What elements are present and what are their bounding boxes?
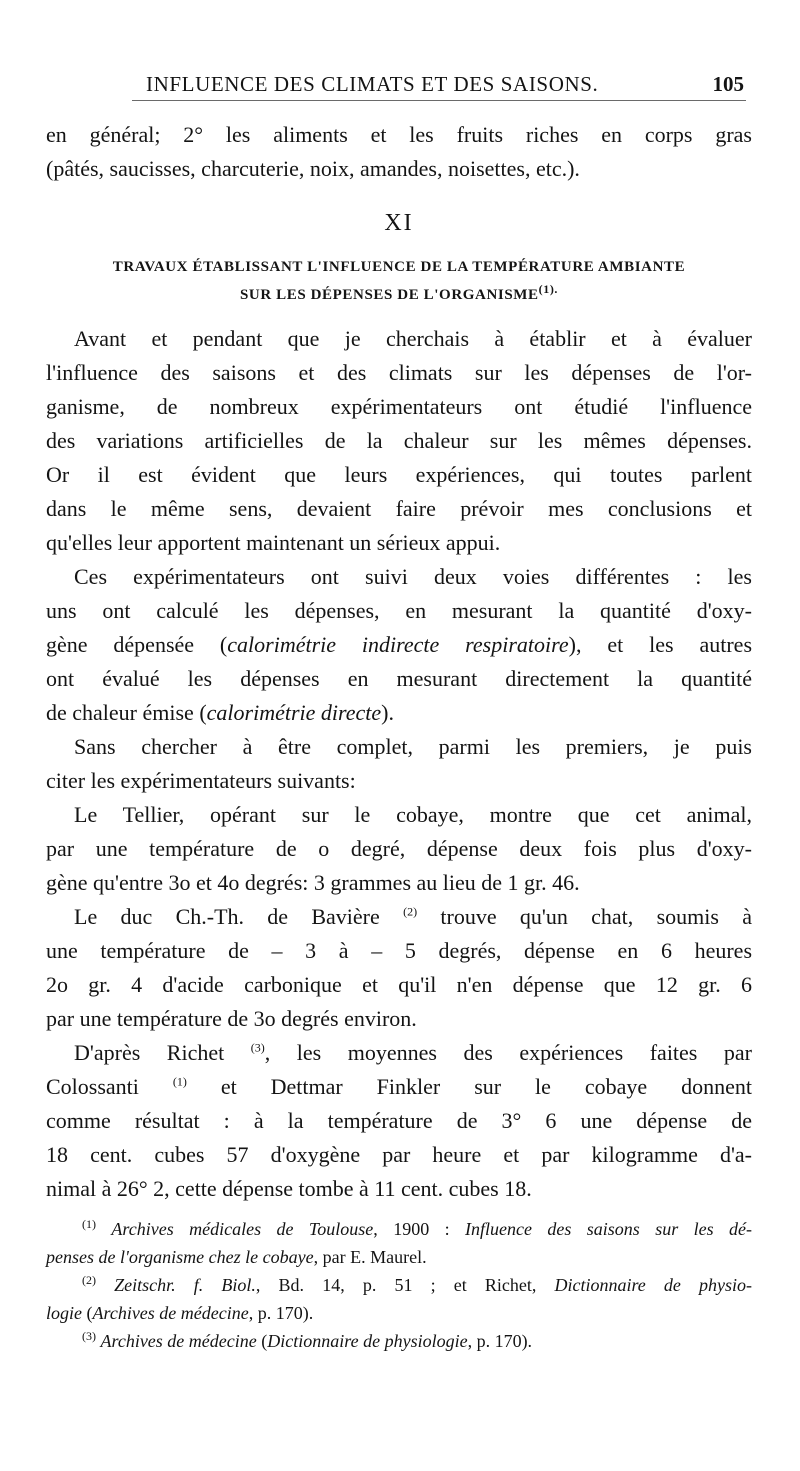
running-head <box>46 68 752 104</box>
footnote-text: , par E. Maurel. <box>313 1247 427 1267</box>
paragraph-line: Le Tellier, opérant sur le cobaye, montre que cet animal, <box>74 802 752 827</box>
paragraph-line: ont évalué les dépenses en mesurant directement la quantité <box>46 666 752 691</box>
paragraph-line: qu'elles leur apportent maintenant un sérieux appui. <box>46 530 501 555</box>
line-text: gène dépensée ( <box>46 632 228 657</box>
footnote-citation: Archives médicales de Toulouse <box>111 1219 374 1239</box>
paragraph-line <box>46 1070 752 1104</box>
footnote-citation: Influence des saisons sur les dé- <box>465 1219 753 1239</box>
paragraph-line <box>46 628 752 662</box>
header-rule <box>132 100 746 101</box>
section-title-line-1: TRAVAUX ÉTABLISSANT L'INFLUENCE DE LA TEMPÉRATURE AMBIANTE <box>112 259 686 275</box>
footnote-text: , p. 170). <box>248 1303 314 1323</box>
page-number: 105 <box>712 72 744 96</box>
intro-line: (pâtés, saucisses, charcuterie, noix, amandes, noisettes, etc.). <box>46 156 580 181</box>
paragraph-line: par une température de o degré, dépense deux fois plus d'oxy- <box>46 836 752 861</box>
paragraph-line: par une température de 3o degrés environ. <box>46 1006 417 1031</box>
emphasis-text: calorimétrie directe <box>206 700 382 725</box>
footnote-citation: Dictionnaire de physio- <box>554 1275 753 1295</box>
footnote-2 <box>82 1272 752 1298</box>
footnote-citation: Archives de médecine <box>100 1331 257 1351</box>
footnote-1 <box>82 1216 752 1242</box>
paragraph-line: 18 cent. cubes 57 d'oxygène par heure et par kilogramme d'a- <box>46 1142 752 1167</box>
intro-line: en général; 2° les aliments et les fruits riches en corps gras <box>46 122 752 147</box>
footnote-text: ( <box>82 1303 93 1323</box>
line-text: , les moyennes des expériences faites par <box>264 1040 752 1065</box>
footnote-ref: (3) <box>250 1040 265 1055</box>
running-title: INFLUENCE DES CLIMATS ET DES SAISONS. <box>146 72 599 96</box>
footnote-ref: (1) <box>172 1074 187 1089</box>
footnote-3 <box>82 1328 752 1354</box>
footnote-mark: (2) <box>82 1273 96 1287</box>
footnote-citation: Dictionnaire de physiologie <box>267 1331 468 1351</box>
section-title-text: SUR LES DÉPENSES DE L'ORGANISME <box>239 287 539 303</box>
line-text: et Dettmar Finkler sur le cobaye donnent <box>186 1074 752 1099</box>
line-text: de chaleur émise ( <box>46 700 207 725</box>
paragraph-line: dans le même sens, devaient faire prévoir mes conclusions et <box>46 496 752 521</box>
footnote-text: , Bd. 14, p. 51 ; et Richet, <box>255 1275 555 1295</box>
footnote-citation: logie <box>46 1303 82 1323</box>
footnote-citation: Zeitschr. f. Biol. <box>114 1275 256 1295</box>
paragraph-line: uns ont calculé les dépenses, en mesurant la quantité d'oxy- <box>46 598 752 623</box>
footnote-ref: (2) <box>403 904 418 919</box>
paragraph-line: l'influence des saisons et des climats sur les dépenses de l'or- <box>46 360 752 385</box>
emphasis-text: calorimétrie indirecte respiratoire <box>227 632 569 657</box>
paragraph-line: Sans chercher à être complet, parmi les premiers, je puis <box>74 734 752 759</box>
line-text: Le duc Ch.-Th. de Bavière <box>74 904 404 929</box>
footnote-text: ( <box>256 1331 268 1351</box>
line-text: D'après Richet <box>74 1040 251 1065</box>
footnote-mark: (1) <box>82 1217 96 1231</box>
paragraph-line: comme résultat : à la température de 3° 6 une dépense de <box>46 1108 752 1133</box>
paragraph-line: Avant et pendant que je cherchais à établir et à évaluer <box>74 326 752 351</box>
paragraph-line: Ces expérimentateurs ont suivi deux voies différentes : les <box>74 564 752 589</box>
paragraph-line: citer les expérimentateurs suivants: <box>46 768 356 793</box>
paragraph-line <box>74 900 752 934</box>
line-text: ), et les autres <box>568 632 752 657</box>
paragraph-line <box>74 1036 752 1070</box>
line-text: Colossanti <box>46 1074 173 1099</box>
footnote-text: , 1900 : <box>373 1219 466 1239</box>
section-number: XI <box>384 210 414 236</box>
footnote-citation: Archives de médecine <box>92 1303 249 1323</box>
book-page <box>46 0 752 1471</box>
line-text: ). <box>381 700 394 725</box>
footnote-1-continued <box>46 1244 427 1270</box>
paragraph-line: ganisme, de nombreux expérimentateurs ont étudié l'influence <box>46 394 752 419</box>
paragraph-line: Or il est évident que leurs expériences, qui toutes parlent <box>46 462 752 487</box>
section-title-line-2 <box>46 282 752 304</box>
footnote-2-continued <box>46 1300 313 1326</box>
paragraph-line: gène qu'entre 3o et 4o degrés: 3 grammes au lieu de 1 gr. 46. <box>46 870 580 895</box>
footnote-ref: (1). <box>538 282 559 296</box>
footnote-text: , p. 170). <box>467 1331 533 1351</box>
paragraph-line: des variations artificielles de la chaleur sur les mêmes dépenses. <box>46 428 752 453</box>
line-text: trouve qu'un chat, soumis à <box>417 904 752 929</box>
footnote-mark: (3) <box>82 1329 96 1343</box>
paragraph-line: 2o gr. 4 d'acide carbonique et qu'il n'en dépense que 12 gr. 6 <box>46 972 752 997</box>
paragraph-line: nimal à 26° 2, cette dépense tombe à 11 cent. cubes 18. <box>46 1176 532 1201</box>
paragraph-line <box>46 696 752 730</box>
footnote-citation: penses de l'organisme chez le cobaye <box>46 1247 314 1267</box>
paragraph-line: une température de – 3 à – 5 degrés, dépense en 6 heures <box>46 938 752 963</box>
